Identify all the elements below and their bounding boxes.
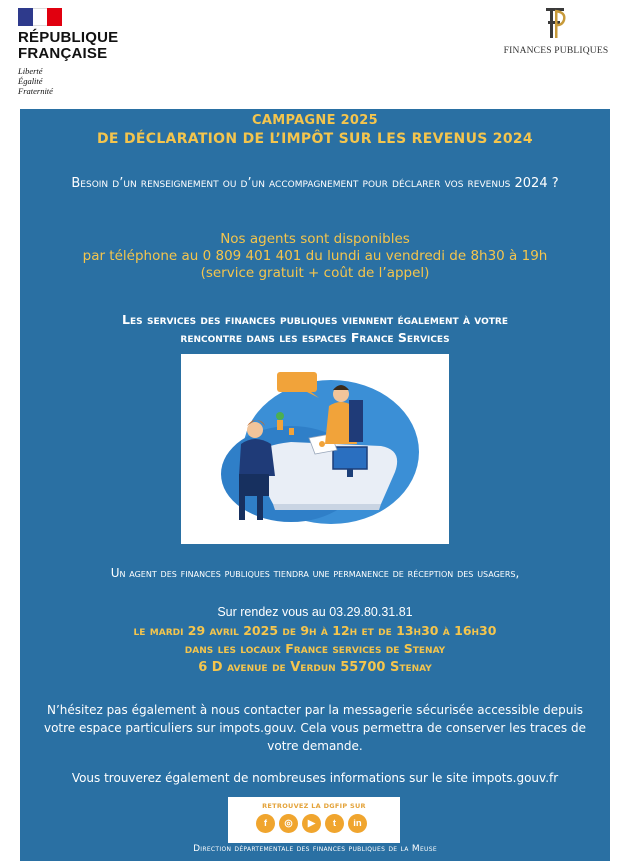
agents-cost-line: (service gratuit + coût de l’appel) <box>200 265 430 281</box>
linkedin-icon[interactable]: in <box>348 814 367 833</box>
besoin-question: Besoin d’un renseignement ou d’un accompagnement pour déclarer vos revenus 2024 ? <box>71 176 559 191</box>
website-notice: Vous trouverez également de nombreuses informations sur le site impots.gouv.fr <box>71 771 559 785</box>
reception-illustration <box>181 354 449 544</box>
agents-availability <box>20 231 610 282</box>
appointment-phone: Sur rendez vous au 03.29.80.31.81 <box>217 605 413 619</box>
social-media-box <box>228 797 400 843</box>
republique-francaise-title: RÉPUBLIQUE FRANÇAISE <box>18 29 119 62</box>
agent-meeting-illustration <box>181 354 449 544</box>
campaign-title-line1: CAMPAGNE 2025 <box>252 113 378 128</box>
twitter-icon[interactable]: t <box>325 814 344 833</box>
finances-publiques-logo <box>498 6 614 62</box>
secure-messaging-notice: N’hésitez pas également à nous contacter par la messagerie sécurisée accessible depuis votre espace particuliers sur impots.gouv. Cela vous permettra de conserver les traces de votre demande. <box>43 703 586 753</box>
info-panel <box>20 109 610 861</box>
permanence-location: dans les locaux France services de Stenay <box>184 641 446 656</box>
permanence-date-hours: le mardi 29 avril 2025 de 9h à 12h et de 13h30 à 16h30 <box>133 623 497 638</box>
instagram-icon[interactable]: ◎ <box>279 814 298 833</box>
campaign-title-line2: DE DÉCLARATION DE L’IMPÔT SUR LES REVENUS 2024 <box>97 131 533 147</box>
agents-line1: Nos agents sont disponibles <box>220 231 410 247</box>
republic-motto: Liberté Égalité Fraternité <box>18 66 53 96</box>
facebook-icon[interactable]: f <box>256 814 275 833</box>
republique-francaise-logo <box>18 8 158 98</box>
agents-phone-line: par téléphone au 0 809 401 401 du lundi au vendredi de 8h30 à 19h <box>82 248 548 264</box>
permanence-announcement: Un agent des finances publiques tiendra une permanence de réception des usagers, <box>110 566 520 580</box>
footer-direction: Direction départementale des finances publiques de la Meuse <box>193 844 437 854</box>
france-services-notice: Les services des finances publiques viennent également à votre rencontre dans les espaces France Services <box>122 312 508 345</box>
social-icons-row <box>256 814 367 833</box>
finances-publiques-name: FINANCES PUBLIQUES <box>503 46 609 56</box>
social-media-label: RETROUVEZ LA DGFIP SUR <box>262 802 366 810</box>
youtube-icon[interactable]: ▶ <box>302 814 321 833</box>
permanence-address: 6 D avenue de Verdun 55700 Stenay <box>198 660 432 675</box>
marianne-flag-icon <box>18 8 62 26</box>
finances-publiques-emblem-icon <box>540 6 570 42</box>
